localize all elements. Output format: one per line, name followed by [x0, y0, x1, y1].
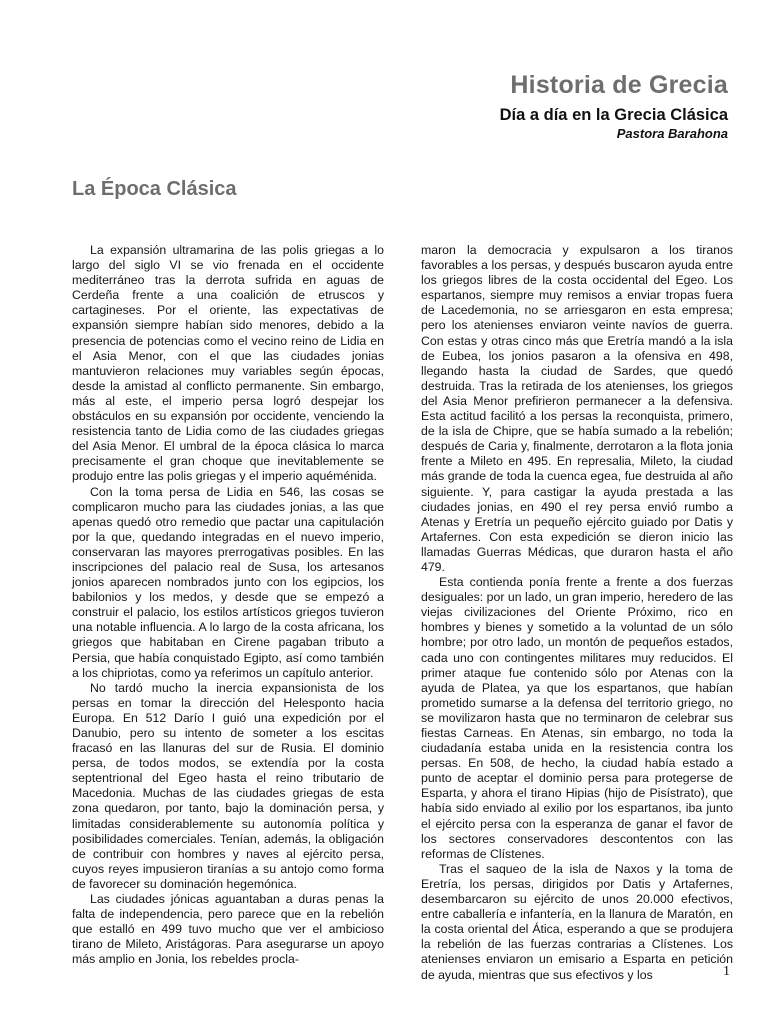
- right-text-column: [421, 243, 733, 983]
- author-name: Pastora Barahona: [616, 126, 728, 141]
- paragraph: No tardó mucho la inercia expansionista de los persas en tomar la dirección del Helesponto hacia Europa. En 512 Darío I guió una expedición por el Danubio, pero su intento de someter a los escitas fracasó en las llanuras del sur de Rusia. El dominio persa, de todos modos, se extendía por la costa septentrional del Egeo hasta el reino tributario de Macedonia. Muchas de las ciudades griegas de esta zona quedaron, por tanto, bajo la dominación persa, y limitadas considerablemente su autonomía política y posibilidades comerciales. Tenían, además, la obligación de contribuir con hombres y naves al ejército persa, cuyos reyes impusieron tiranías a su antojo como forma de favorecer su dominación hegemónica.: [72, 680, 384, 891]
- paragraph: Las ciudades jónicas aguantaban a duras penas la falta de independencia, pero parece que en la rebelión que estalló en 499 tuvo mucho que ver el ambicioso tirano de Mileto, Aristágoras. Para asegurarse un apoyo más amplio en Jonia, los rebeldes procla-: [72, 892, 384, 967]
- left-text-column: [72, 243, 384, 968]
- paragraph: Esta contienda ponía frente a frente a dos fuerzas desiguales: por un lado, un gran imperio, heredero de las viejas civilizaciones del Oriente Próximo, rico en hombres y bienes y sometido a la voluntad de un sólo hombre; por otro lado, un montón de pequeños estados, cada uno con contingentes militares muy reducidos. El primer ataque fue contenido sólo por Atenas con la ayuda de Platea, ya que los espartanos, que habían prometido sumarse a la defensa del territorio griego, no se movilizaron hasta que no terminaron de celebrar sus fiestas Carneas. En Atenas, sin embargo, no toda la ciudadanía estaba unida en la resistencia contra los persas. En 508, de hecho, la ciudad había estado a punto de aceptar el dominio persa para protegerse de Esparta, y ahora el tirano Hipias (hijo de Pisístrato), que había sido enviado al exilio por los espartanos, iba junto el ejército persa con la esperanza de ganar el favor de los sectores conservadores descontentos con las reformas de Clístenes.: [421, 575, 733, 861]
- page-header: [500, 70, 728, 142]
- paragraph: maron la democracia y expulsaron a los tiranos favorables a los persas, y después buscaron ayuda entre los griegos libres de la costa occidental del Egeo. Los espartanos, siempre muy remisos a enviar tropas fuera de Lacedemonia, no se arriesgaron en esta empresa; pero los atenienses enviaron veinte navíos de guerra. Con estas y otras cinco más que Eretría mandó a la isla de Eubea, los jonios pasaron a la ofensiva en 498, llegando hasta la ciudad de Sardes, que quedó destruida. Tras la retirada de los atenienses, los griegos del Asia Menor prefirieron permanecer a la defensiva. Esta actitud facilitó a los persas la reconquista, primero, de la isla de Chipre, que se había sumado a la rebelión; después de Caria y, finalmente, derrotaron a la flota jonia frente a Mileto en 495. En represalia, Mileto, la ciudad más grande de toda la cuenca egea, fue destruida al año siguiente. Y, para castigar la ayuda prestada a las ciudades jonias, en 490 el rey persa envió rumbo a Atenas y Eretría un pequeño ejército guiado por Datis y Artafernes. Con esta expedición se dieron inicio las llamadas Guerras Médicas, que duraron hasta el año 479.: [421, 243, 733, 574]
- book-subtitle: Día a día en la Grecia Clásica: [499, 106, 728, 124]
- book-title: Historia de Grecia: [510, 71, 728, 99]
- page-number: 1: [723, 964, 730, 979]
- paragraph: La expansión ultramarina de las polis griegas a lo largo del siglo VI se vio frenada en el occidente mediterráneo tras la derrota sufrida en aguas de Cerdeña frente a una coalición de etruscos y cartagineses. Por el oriente, las expectativas de expansión siempre habían sido menores, debido a la presencia de potencias como el vecino reino de Lidia en el Asia Menor, con el que las ciudades jonias mantuvieron relaciones muy variables según épocas, desde la amistad al conflicto permanente. Sin embargo, más al este, el imperio persa logró despejar los obstáculos en su expansión por occidente, venciendo la resistencia tanto de Lidia como de las ciudades griegas del Asia Menor. El umbral de la época clásica lo marca precisamente el gran choque que inevitablemente se produjo entre las polis griegas y el imperio aquéménida.: [72, 243, 384, 484]
- paragraph: Con la toma persa de Lidia en 546, las cosas se complicaron mucho para las ciudades jonias, a las que apenas quedó otro remedio que pactar una capitulación por la que, quedando integradas en el nuevo imperio, conservaran las mayores prerrogativas posibles. En las inscripciones del palacio real de Susa, los artesanos jonios aparecen nombrados junto con los egipcios, los babilonios y los medos, y desde que se empezó a construir el palacio, los estilos artísticos griegos tuvieron una notable influencia. A lo largo de la costa africana, los griegos que habitaban en Cirene pagaban tributo a Persia, que había conquistado Egipto, así como también a los chipriotas, como ya referimos un capítulo anterior.: [72, 484, 384, 680]
- chapter-title: La Época Clásica: [72, 178, 237, 200]
- paragraph: Tras el saqueo de la isla de Naxos y la toma de Eretría, los persas, dirigidos por Datis y Artafernes, desembarcaron su ejército de unos 20.000 efectivos, entre caballería e infantería, en la llanura de Maratón, en la costa oriental del Ática, esperando a que se produjera la rebelión de las fuerzas contrarias a Clístenes. Los atenienses enviaron un emisario a Esparta en petición de ayuda, mientras que sus efectivos y los: [421, 861, 733, 982]
